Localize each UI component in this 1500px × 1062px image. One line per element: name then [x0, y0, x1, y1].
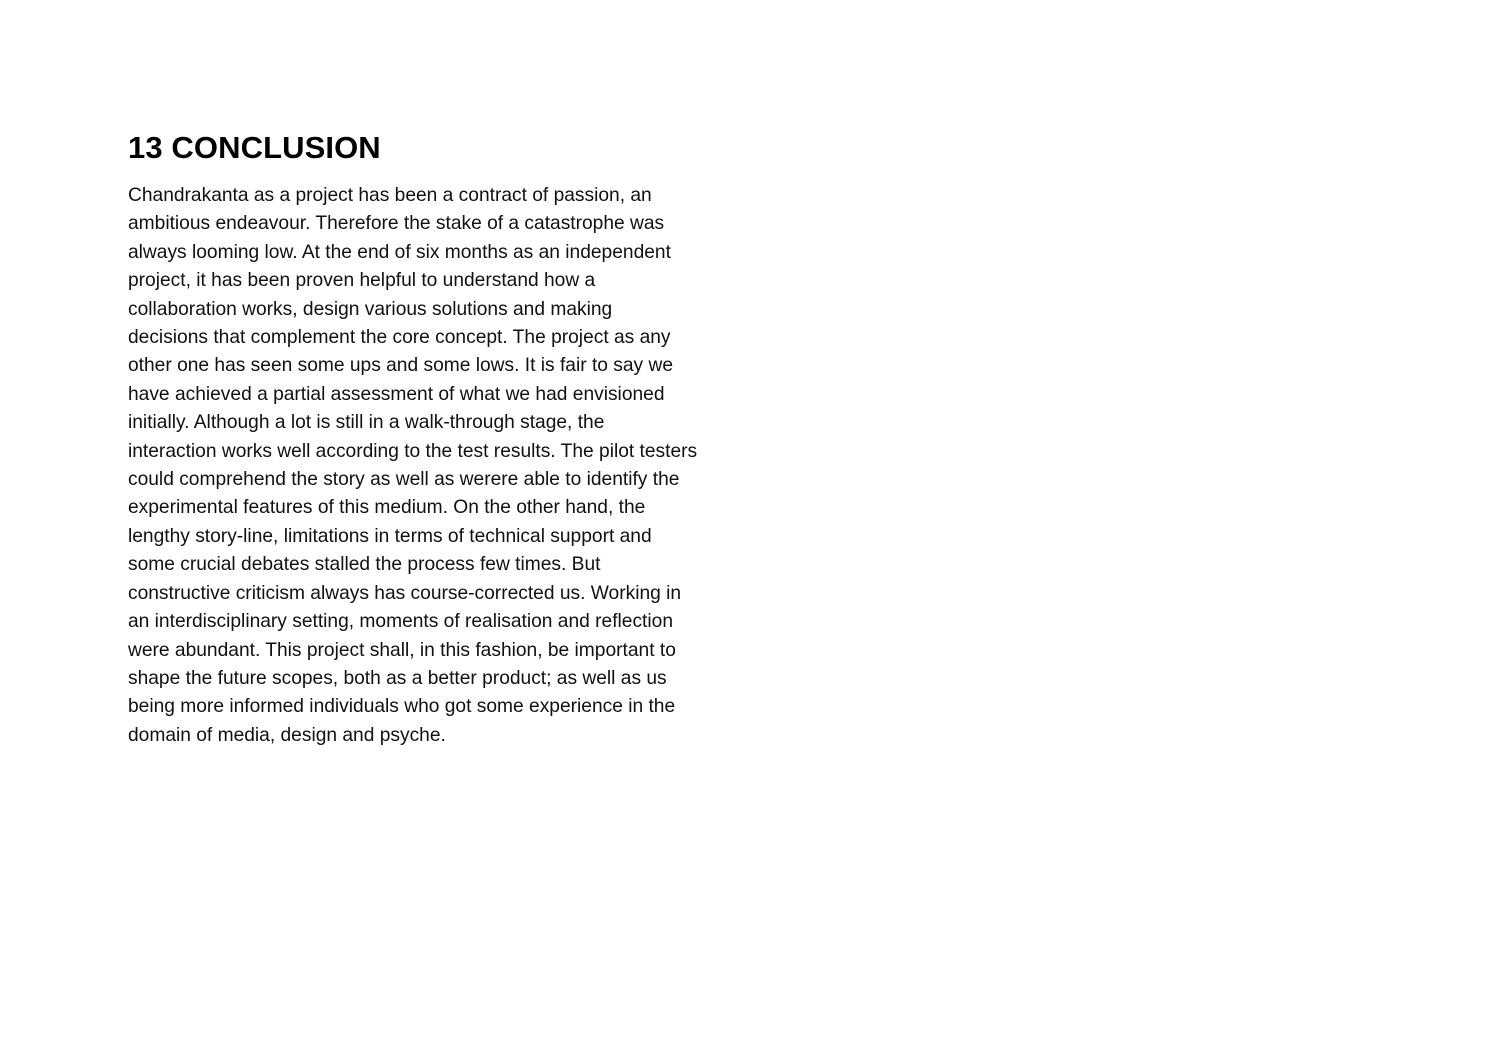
section-heading: 13 CONCLUSION — [128, 130, 381, 165]
paragraph-line: other one has seen some ups and some lows. It is fair to say we — [128, 355, 673, 377]
paragraph-line: could comprehend the story as well as werere able to identify the — [128, 469, 680, 491]
paragraph-line: Chandrakanta as a project has been a contract of passion, an — [128, 185, 652, 206]
paragraph-line: were abundant. This project shall, in this fashion, be important to — [128, 639, 676, 661]
body-paragraph — [128, 182, 728, 750]
paragraph-line: project, it has been proven helpful to understand how a — [128, 270, 596, 292]
paragraph-line: always looming low. At the end of six months as an independent — [128, 241, 671, 263]
paragraph-line: experimental features of this medium. On the other hand, the — [128, 497, 646, 519]
paragraph-line: some crucial debates stalled the process few times. But — [128, 554, 601, 576]
paragraph-line: constructive criticism always has course-corrected us. Working in — [128, 582, 682, 604]
paragraph-line: collaboration works, design various solutions and making — [128, 298, 613, 320]
paragraph-line: domain of media, design and psyche. — [128, 724, 446, 746]
paragraph-line: have achieved a partial assessment of what we had envisioned — [128, 383, 665, 405]
paragraph-line: ambitious endeavour. Therefore the stake of a catastrophe was — [128, 213, 665, 235]
paragraph-line: lengthy story-line, limitations in terms of technical support and — [128, 525, 652, 547]
paragraph-line: an interdisciplinary setting, moments of realisation and reflection — [128, 611, 673, 633]
paragraph-line: decisions that complement the core concept. The project as any — [128, 327, 671, 349]
paragraph-line: initially. Although a lot is still in a walk-through stage, the — [128, 412, 605, 434]
paragraph-line: interaction works well according to the test results. The pilot testers — [128, 440, 698, 462]
conclusion-section — [128, 128, 728, 750]
paragraph-line: shape the future scopes, both as a better product; as well as us — [128, 667, 667, 689]
paragraph-line: being more informed individuals who got some experience in the — [128, 696, 676, 718]
